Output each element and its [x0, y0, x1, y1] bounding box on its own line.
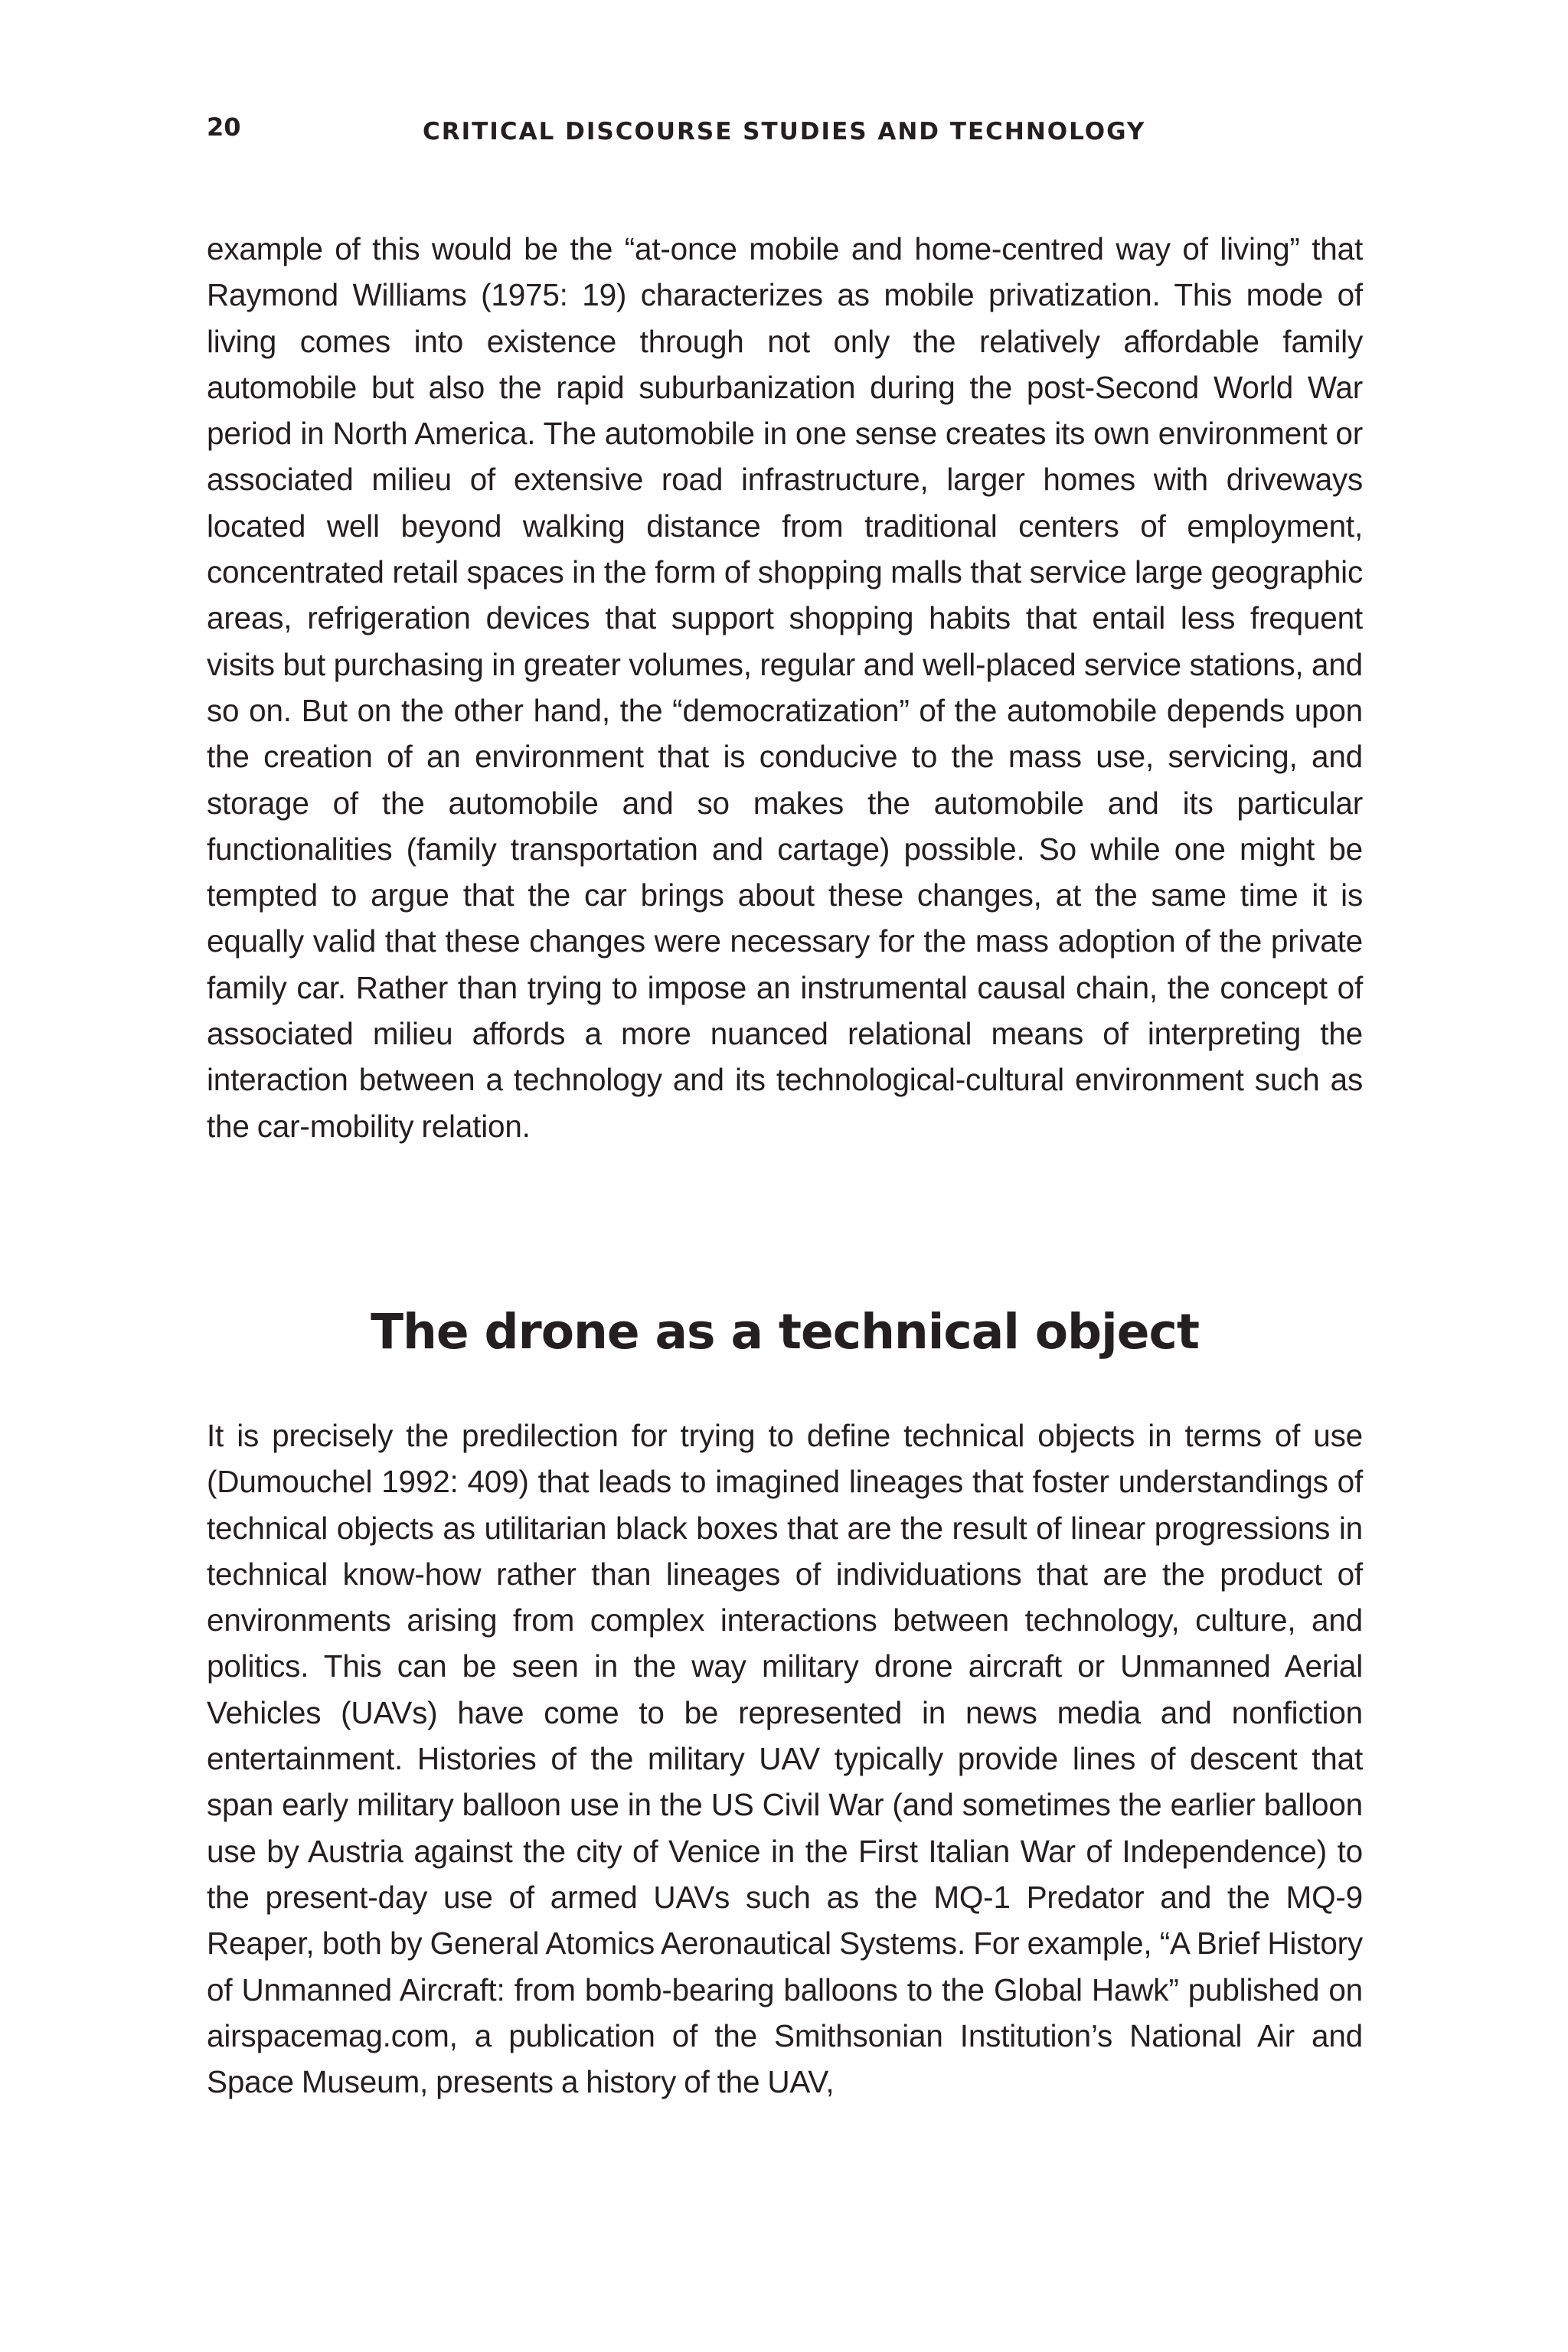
running-head [207, 112, 1363, 158]
section-heading: The drone as a technical object [371, 1304, 1199, 1360]
body-paragraph-2: It is precisely the predilection for trying to define technical objects in terms of use (Dumouchel 1992: 409) that leads to imagined lineages that foster understandings of technical objects as utilitarian black boxes that are the result of linear progressions in technical know-how rather than lineages of individuations that are the product of environments arising from complex interactions between technology, culture, and politics. This can be seen in the way military drone aircraft or Unmanned Aerial Vehicles (UAVs) have come to be represented in news media and nonfiction entertainment. Histories of the military UAV typically provide lines of descent that span early military balloon use in the US Civil War (and sometimes the earlier balloon use by Austria against the city of Venice in the First Italian War of Independence) to the present-day use of armed UAVs such as the MQ-1 Predator and the MQ-9 Reaper, both by General Atomics Aeronautical Systems. For example, “A Brief History of Unmanned Aircraft: from bomb-bearing balloons to the Global Hawk” published on airspacemag.com, a publication of the Smithsonian Institution’s National Air and Space Museum, presents a history of the UAV, [207, 1418, 1363, 2100]
page-number: 20 [207, 113, 241, 142]
running-title: CRITICAL DISCOURSE STUDIES AND TECHNOLOGY [423, 118, 1146, 145]
body-paragraph-1: example of this would be the “at-once mobile and home-centred way of living” that Raymond Williams (1975: 19) characterizes as mobile privatization. This mode of living comes into existence through not only the relatively affordable family automobile but also the rapid suburbanization during the post-Second World War period in North America. The automobile in one sense creates its own environment or associated milieu of extensive road infrastructure, larger homes with driveways located well beyond walking distance from traditional centers of employment, concentrated retail spaces in the form of shopping malls that service large geographic areas, refrigeration devices that support shopping habits that entail less frequent visits but purchasing in greater volumes, regular and well-placed service stations, and so on. But on the other hand, the “democratization” of the automobile depends upon the creation of an environment that is conducive to the mass use, servicing, and storage of the automobile and so makes the automobile and its particular functionalities (family transportation and cartage) possible. So while one might be tempted to argue that the car brings about these changes, at the same time it is equally valid that these changes were necessary for the mass adoption of the private family car. Rather than trying to impose an instrumental causal chain, the concept of associated milieu affords a more nuanced relational means of interpreting the interaction between a technology and its technological-cultural environment such as the car-mobility relation. [207, 231, 1363, 1144]
